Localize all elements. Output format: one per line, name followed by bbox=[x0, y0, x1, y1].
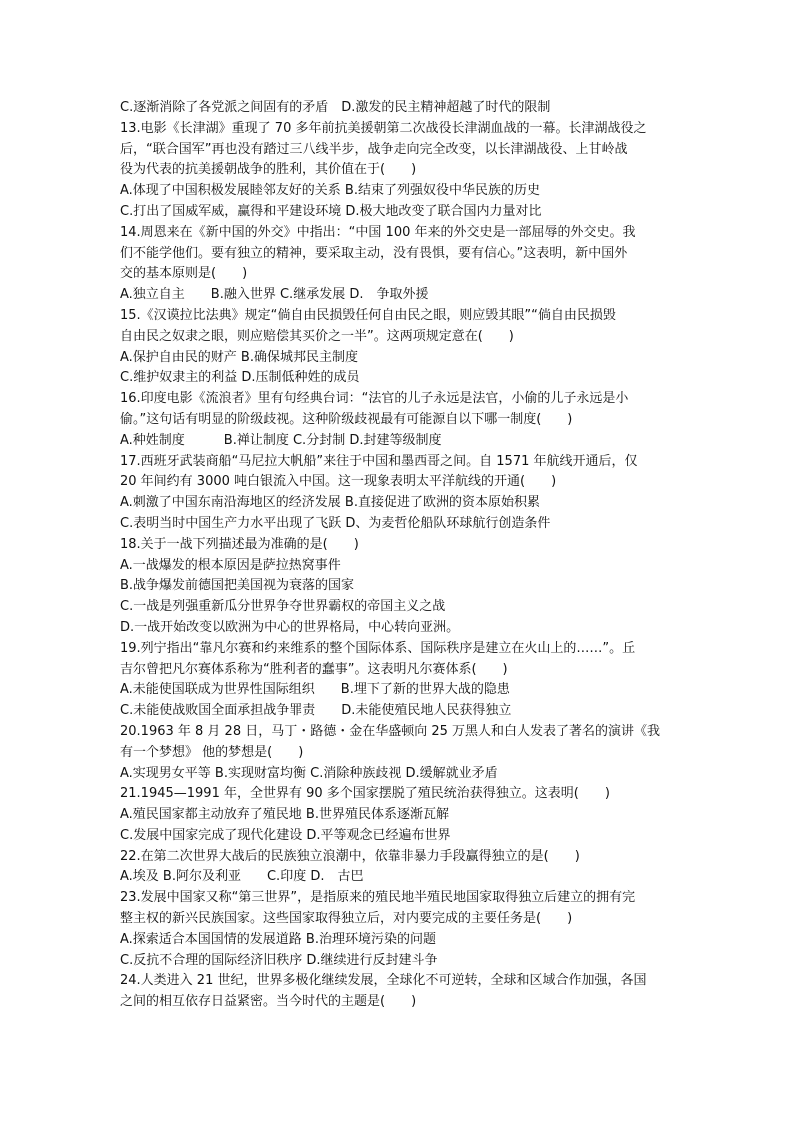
text-line: 们不能学他们。要有独立的精神，要采取主动，没有畏惧，要有信心。”这表明，新中国外 bbox=[120, 245, 628, 261]
text-line: 16.印度电影《流浪者》里有句经典台词：“法官的儿子永远是法官，小偷的儿子永远是小 bbox=[120, 391, 629, 407]
text-line: 交的基本原则是( ) bbox=[120, 266, 248, 282]
document-body bbox=[120, 98, 680, 1013]
text-line: A.刺激了中国东南沿海地区的经济发展 B.直接促进了欧洲的资本原始积累 bbox=[120, 495, 540, 511]
text-line: A.体现了中国积极发展睦邻友好的关系 B.结束了列强奴役中华民族的历史 bbox=[120, 183, 540, 199]
text-line: A.保护自由民的财产 B.确保城邦民主制度 bbox=[120, 349, 358, 365]
text-line: C.发展中国家完成了现代化建设 D.平等观念已经遍布世界 bbox=[120, 827, 451, 843]
text-line: 自由民之奴隶之眼，则应赔偿其买价之一半”。这两项规定意在( ) bbox=[120, 328, 514, 344]
text-line: 13.电影《长津湖》重现了 70 多年前抗美援朝第二次战役长津湖血战的一幕。长津湖战役之 bbox=[120, 120, 647, 136]
text-line: 18.关于一战下列描述最为准确的是( ) bbox=[120, 536, 359, 552]
text-line: 之间的相互依存日益紧密。当今时代的主题是( ) bbox=[120, 994, 417, 1010]
text-line: C.一战是列强重新瓜分世界争夺世界霸权的帝国主义之战 bbox=[120, 599, 446, 615]
text-line: D.一战开始改变以欧洲为中心的世界格局，中心转向亚洲。 bbox=[120, 619, 460, 635]
text-line: A.殖民国家都主动放弃了殖民地 B.世界殖民体系逐渐瓦解 bbox=[120, 807, 449, 823]
text-line: 整主权的新兴民族国家。这些国家取得独立后，对内要完成的主要任务是( ) bbox=[120, 911, 573, 927]
text-line: 24.人类进入 21 世纪，世界多极化继续发展，全球化不可逆转，全球和区域合作加强，各国 bbox=[120, 973, 647, 989]
text-line: 17.西班牙武装商船“马尼拉大帆船”来往于中国和墨西哥之间。自 1571 年航线开通后，仅 bbox=[120, 453, 638, 469]
text-line: B.战争爆发前德国把美国视为衰落的国家 bbox=[120, 578, 355, 594]
text-line: A.未能使国联成为世界性国际组织 B.埋下了新的世界大战的隐患 bbox=[120, 682, 510, 698]
text-line: C.维护奴隶主的利益 D.压制低种姓的成员 bbox=[120, 370, 360, 386]
text-line: 有一个梦想》 他的梦想是( ) bbox=[120, 744, 304, 760]
text-line: 23.发展中国家又称“第三世界”，是指原来的殖民地半殖民地国家取得独立后建立的拥有完 bbox=[120, 890, 636, 906]
text-line: 后，“联合国军”再也没有踏过三八线半步，战争走向完全改变，以长津湖战役、上甘岭战 bbox=[120, 141, 628, 157]
text-line: 21.1945—1991 年，全世界有 90 多个国家摆脱了殖民统治获得独立。这表明( ) bbox=[120, 786, 610, 802]
text-line: C.反抗不合理的国际经济旧秩序 D.继续进行反封建斗争 bbox=[120, 952, 438, 968]
text-line: A.一战爆发的根本原因是萨拉热窝事件 bbox=[120, 557, 341, 573]
text-line: A.实现男女平等 B.实现财富均衡 C.消除种族歧视 D.缓解就业矛盾 bbox=[120, 765, 498, 781]
text-line: 14.周恩来在《新中国的外交》中指出：“中国 100 年来的外交史是一部屈辱的外交史。我 bbox=[120, 224, 636, 240]
text-line: C.逐渐消除了各党派之间固有的矛盾 D.激发的民主精神超越了时代的限制 bbox=[120, 100, 551, 115]
text-line: 15.《汉谟拉比法典》规定“倘自由民损毁任何自由民之眼，则应毁其眼”“倘自由民损毁 bbox=[120, 307, 616, 323]
text-line: 偷。”这句话有明显的阶级歧视。这种阶级歧视最有可能源自以下哪一制度( ) bbox=[120, 411, 573, 427]
text-line: C.打出了国威军威，赢得和平建设环境 D.极大地改变了联合国内力量对比 bbox=[120, 203, 542, 219]
text-line: 役为代表的抗美援朝战争的胜利，其价值在于( ) bbox=[120, 162, 417, 178]
text-line: A.独立自主 B.融入世界 C.继承发展 D. 争取外援 bbox=[120, 287, 429, 303]
text-line: A.埃及 B.阿尔及利亚 C.印度 D. 古巴 bbox=[120, 869, 364, 885]
text-line: A.种姓制度 B.禅让制度 C.分封制 D.封建等级制度 bbox=[120, 432, 442, 448]
text-line: 20 年间约有 3000 吨白银流入中国。这一现象表明太平洋航线的开通( ) bbox=[120, 474, 557, 490]
text-line: C.表明当时中国生产力水平出现了飞跃 D、为麦哲伦船队环球航行创造条件 bbox=[120, 515, 551, 531]
text-line: 22.在第二次世界大战后的民族独立浪潮中，依靠非暴力手段赢得独立的是( ) bbox=[120, 848, 580, 864]
text-line: A.探索适合本国国情的发展道路 B.治理环境污染的问题 bbox=[120, 931, 436, 947]
text-line: 19.列宁指出“靠凡尔赛和约来维系的整个国际体系、国际秩序是建立在火山上的……”。丘 bbox=[120, 640, 636, 656]
text-line: 20.1963 年 8 月 28 日，马丁・路德・金在华盛顿向 25 万黑人和白人发表了著名的演讲《我 bbox=[120, 723, 661, 739]
text-line: C.未能使战败国全面承担战争罪责 D.未能使殖民地人民获得独立 bbox=[120, 703, 512, 719]
text-line: 吉尔曾把凡尔赛体系称为“胜利者的蠢事”。这表明凡尔赛体系( ) bbox=[120, 661, 508, 677]
